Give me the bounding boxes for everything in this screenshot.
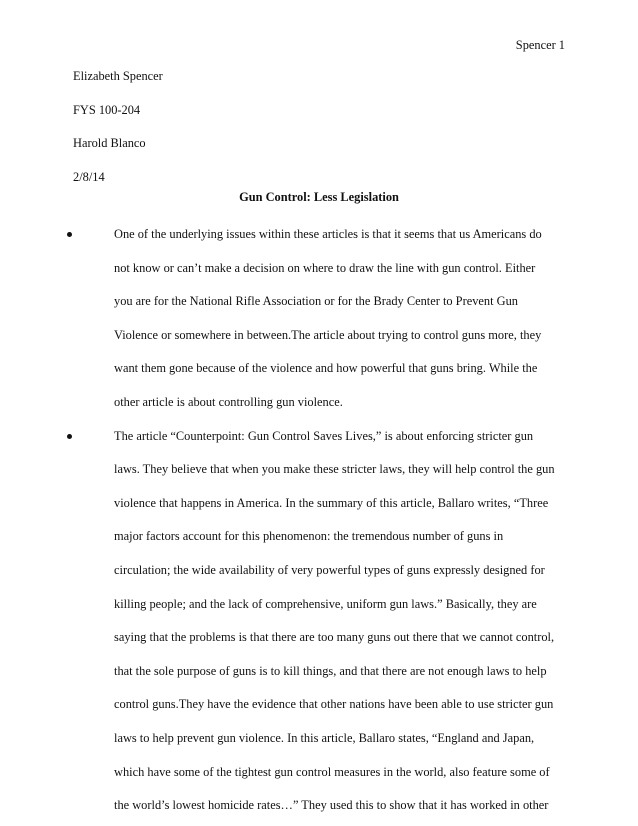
bullet-item xyxy=(114,420,554,823)
instructor-name: Harold Blanco xyxy=(73,136,146,151)
bullet-dot-icon xyxy=(67,232,72,237)
date: 2/8/14 xyxy=(73,169,105,184)
text-line: killing people; and the lack of comprehensive, uniform gun laws.” Basically, they are xyxy=(114,596,537,611)
text-line: violence that happens in America. In the summary of this article, Ballaro writes, “Three xyxy=(114,495,549,510)
text-line: which have some of the tightest gun control measures in the world, also feature some of xyxy=(114,764,550,779)
text-line: other article is about controlling gun violence. xyxy=(114,394,343,409)
student-name: Elizabeth Spencer xyxy=(73,69,163,83)
text-line: laws to help prevent gun violence. In this article, Ballaro states, “England and Japan, xyxy=(114,730,535,745)
bullet-item xyxy=(114,218,554,420)
text-line: you are for the National Rifle Association or for the Brady Center to Prevent Gun xyxy=(114,294,518,309)
bullet-list xyxy=(114,218,554,823)
text-line: want them gone because of the violence and how powerful that guns bring. While the xyxy=(114,361,538,376)
running-head: Spencer 1 xyxy=(515,38,565,52)
bullet-dot-icon xyxy=(67,434,72,439)
text-line: saying that the problems is that there are too many guns out there that we cannot control, xyxy=(114,630,555,645)
text-line: One of the underlying issues within these articles is that it seems that us Americans do xyxy=(114,227,542,241)
text-line: the world’s lowest homicide rates…” They used this to show that it has worked in other xyxy=(114,798,549,813)
text-line: control guns.They have the evidence that other nations have been able to use stricter gun xyxy=(114,697,554,712)
text-line: that the sole purpose of guns is to kill things, and that there are not enough laws to help xyxy=(114,663,547,678)
text-line: major factors account for this phenomenon: the tremendous number of guns in xyxy=(114,529,504,544)
text-line: The article “Counterpoint: Gun Control Saves Lives,” is about enforcing stricter gun xyxy=(114,428,534,443)
text-line: circulation; the wide availability of very powerful types of guns expressly designed for xyxy=(114,562,545,577)
text-line: laws. They believe that when you make these stricter laws, they will help control the gun xyxy=(114,462,555,477)
heading-block xyxy=(73,68,163,202)
document-title: Gun Control: Less Legislation xyxy=(239,190,399,204)
course-code: FYS 100-204 xyxy=(73,102,141,117)
text-line: not know or can’t make a decision on where to draw the line with gun control. Either xyxy=(114,260,536,275)
text-line: Violence or somewhere in between.The article about trying to control guns more, they xyxy=(114,327,542,342)
